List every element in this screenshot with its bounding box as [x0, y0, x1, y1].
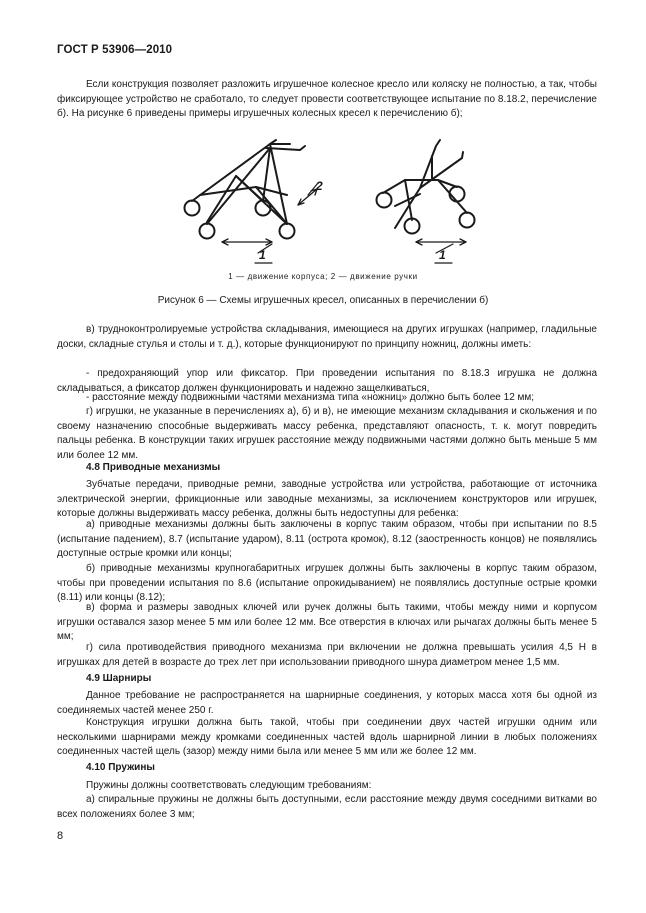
- page-number: 8: [57, 830, 64, 842]
- figure-label-1-right: 1: [439, 248, 446, 262]
- figure-caption: Рисунок 6 — Схемы игрушечных кресел, описанных в перечислении б): [157, 295, 489, 306]
- section-4-10-item-a: а) спиральные пружины не должны быть доступными, если расстояние между двумя соседними витками во всех положениях более 3 мм;: [57, 794, 597, 820]
- paragraph-dash-2: - расстояние между подвижными частями механизма типа «ножниц» должно быть более 12 мм;: [86, 392, 535, 403]
- figure-label-1-left: 1: [259, 248, 266, 262]
- section-4-8-item-g: г) сила противодействия приводного механизма при включении не должна превышать усилия 4,5 Н в игрушках для детей в возрасте до трех лет при использовании приводного шнура диаметром менее 1,5 мм.: [57, 642, 597, 668]
- left-chair-diagram: [185, 140, 306, 239]
- section-4-8-title: 4.8 Приводные механизмы: [86, 462, 221, 473]
- figure-legend: 1 — движение корпуса; 2 — движение ручки: [228, 272, 418, 281]
- section-4-9-title: 4.9 Шарниры: [86, 673, 152, 684]
- figure-label-2: 2: [316, 179, 323, 193]
- section-4-8-intro: Зубчатые передачи, приводные ремни, заводные устройства или устройства, работающие от источника электрической энергии, фрикционные или заводные механизмы, за исключением конструкторов или игрушек, которые должны выдерживать массу ребенка, должны быть недоступны для ребенка:: [57, 479, 597, 520]
- right-motion-arrow: [416, 239, 466, 245]
- section-4-9-p1: Данное требование не распространяется на шарнирные соединения, у которых масса хотя бы одной из соединяемых частей менее 250 г.: [57, 690, 597, 716]
- intro-paragraph: Если конструкция позволяет разложить игрушечное колесное кресло или коляску не полностью, а так, чтобы фиксирующее устройство не сработало, то следует провести соответствующее испытание по 8.18.2, перечисление б). На рисунке 6 приведены примеры игрушечных колесных кресел к перечислению б);: [57, 79, 597, 120]
- section-4-9-p2: Конструкция игрушки должна быть такой, чтобы при соединении двух частей игрушки одним или несколькими шарнирами между кромками соединенных частей вдоль шарнирной линии в любых положениях соединенных частей щель (зазор) между ними была или менее 5 мм или же более 12 мм.: [57, 717, 597, 758]
- left-motion-arrows: [222, 189, 317, 245]
- section-4-10-title: 4.10 Пружины: [86, 762, 155, 773]
- section-4-8-item-v: в) форма и размеры заводных ключей или ручек должны быть такими, чтобы между ними и корпусом игрушки оставался зазор менее 5 мм или более 12 мм. Все отверстия в ключах или рычагах должны быть менее 5 мм;: [57, 602, 597, 643]
- paragraph-dash-1: - предохраняющий упор или фиксатор. При проведении испытания по 8.18.3 игрушка не должна складываться, а фиксатор должен функционировать и надежно защелкиваться,: [57, 368, 597, 394]
- document-header: ГОСТ Р 53906—2010: [57, 44, 173, 56]
- section-4-10-p1: Пружины должны соответствовать следующим требованиям:: [86, 780, 372, 791]
- paragraph-g: г) игрушки, не указанные в перечислениях а), б) и в), не имеющие механизм складывания и скольжения и по своему назначению способные выдерживать массу ребенка, представляют опасность, т. к. могут повредить пальцы ребенка. В конструкции таких игрушек расстояние между подвижными частями должно быть меньше 5 мм или более 12 мм.: [57, 406, 597, 461]
- section-4-8-item-a: а) приводные механизмы должны быть заключены в корпус таким образом, чтобы при испытании по 8.5 (испытание падением), 8.7 (испытание ударом), 8.11 (острота кромок), 8.12 (заостренность концов) не появлялись доступные острые кромки или концы;: [57, 519, 597, 560]
- right-chair-diagram: [377, 140, 475, 234]
- section-4-8-item-b: б) приводные механизмы крупногабаритных игрушек должны быть заключены в корпус таким образом, чтобы при проведении испытания по 8.6 (испытание опрокидыванием) не появлялись доступные острые кромки (8.11) или концы (8.12);: [57, 563, 597, 604]
- paragraph-v: в) трудноконтролируемые устройства складывания, имеющиеся на других игрушках (например, гладильные доски, складные стулья и столы и т. д.), которые функционируют по принципу ножниц, должны иметь:: [57, 324, 597, 350]
